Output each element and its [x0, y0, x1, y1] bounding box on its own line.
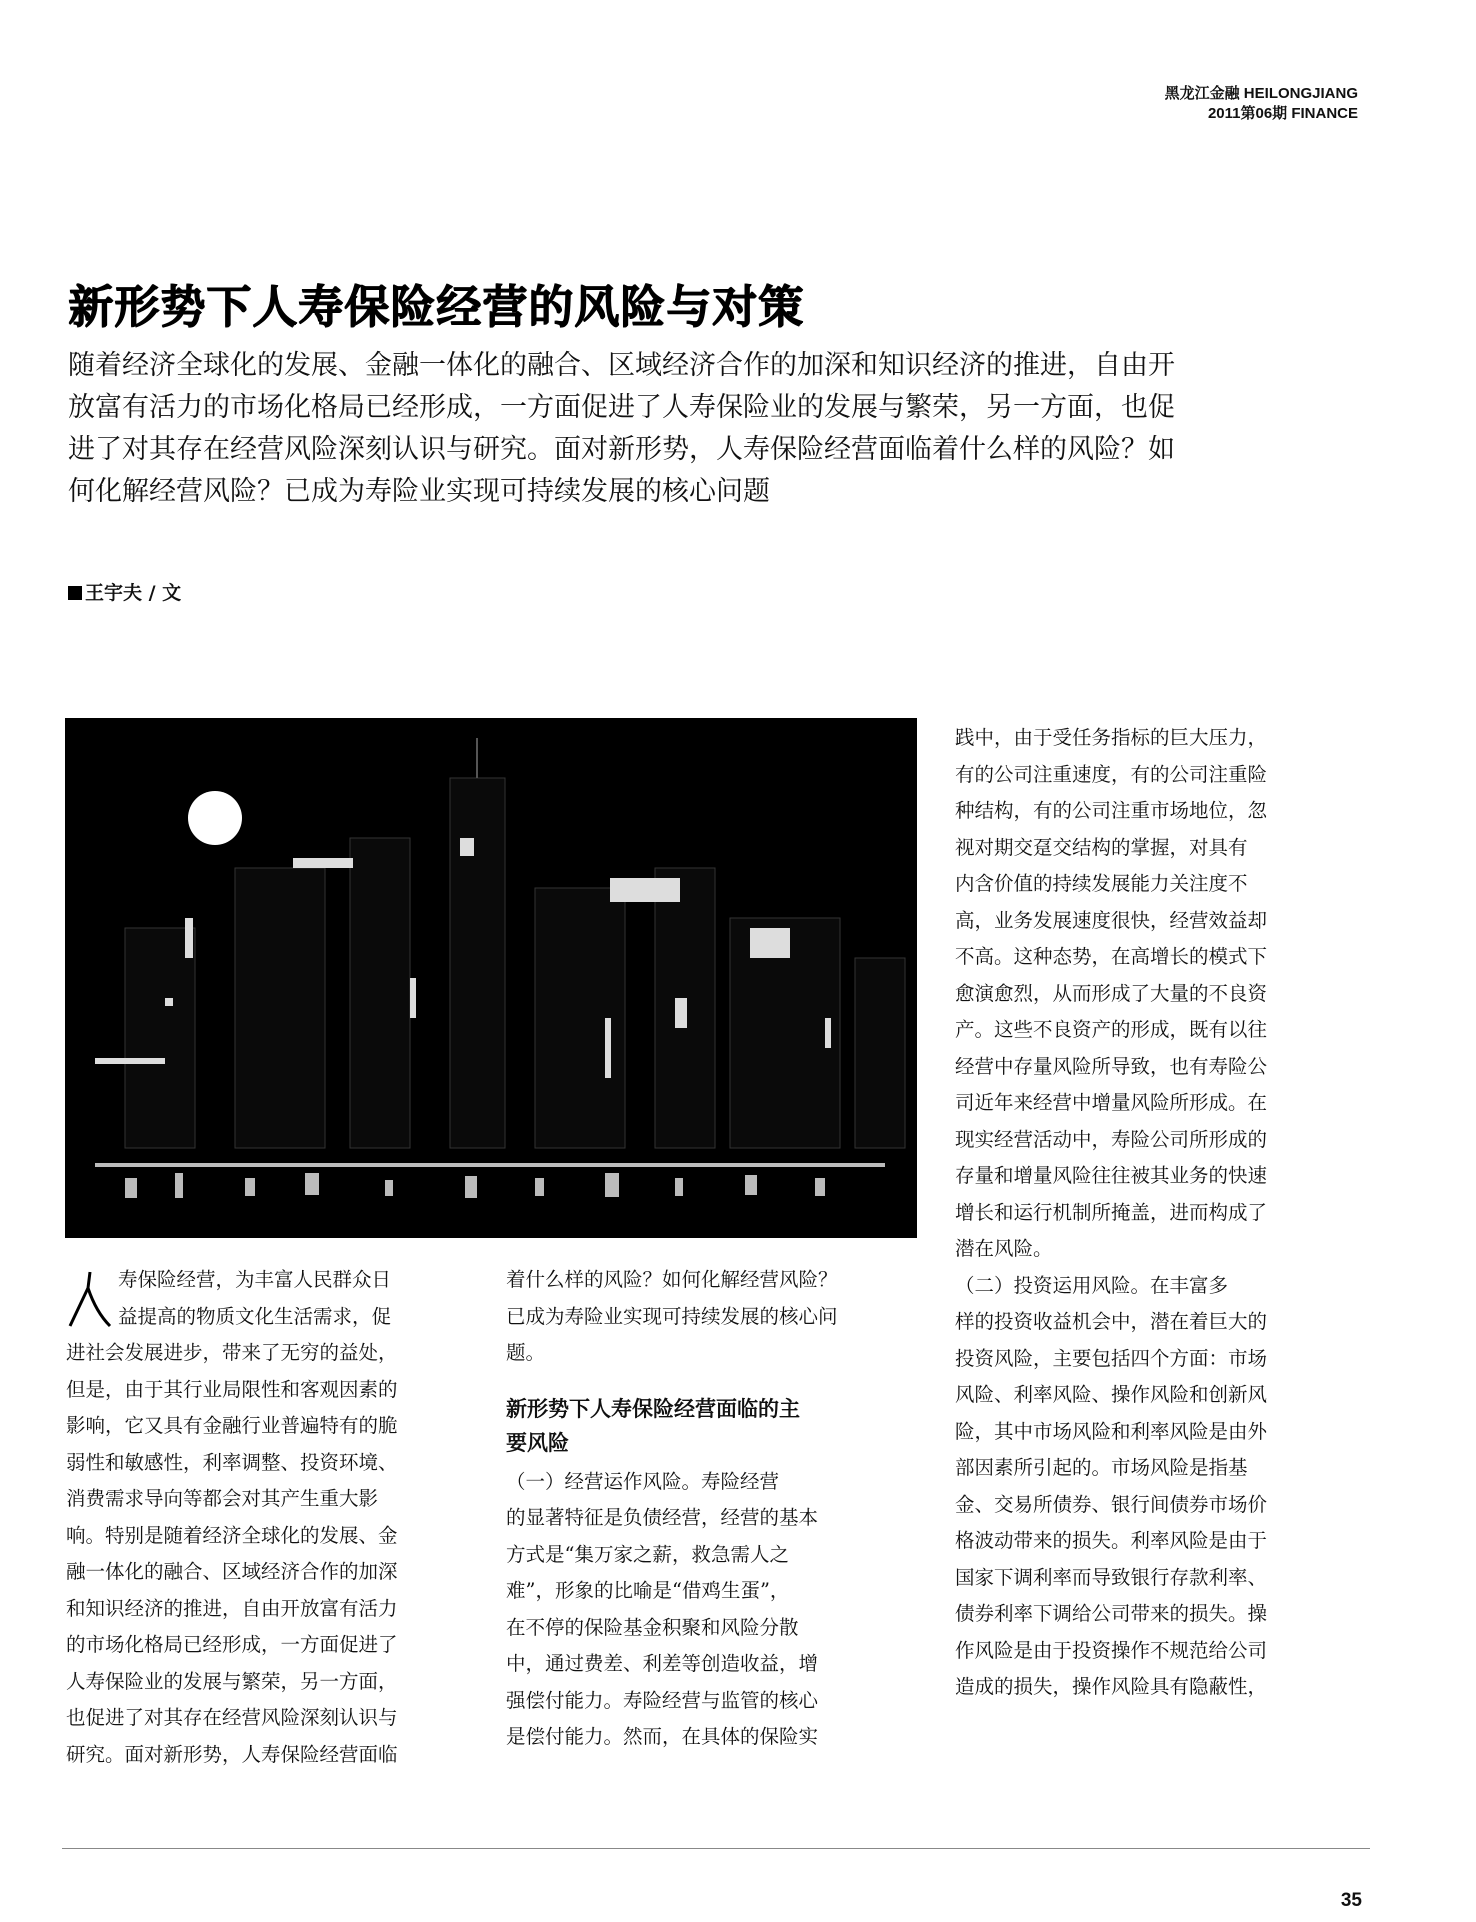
body-line: 消费需求导向等都会对其产生重大影 — [66, 1487, 379, 1510]
body-line: 愈演愈烈，从而形成了大量的不良资 — [955, 981, 1268, 1005]
body-line: 人寿保险业的发展与繁荣，另一方面， — [66, 1669, 398, 1693]
page-number: 35 — [1340, 1890, 1362, 1911]
body-line: 险，其中市场风险和利率风险是由外 — [955, 1419, 1268, 1443]
body-line: 和知识经济的推进，自由开放富有活力 — [66, 1596, 398, 1620]
body-line: 研究。面对新形势，人寿保险经营面临 — [66, 1742, 398, 1766]
lead-line: 放富有活力的市场化格局已经形成，一方面促进了人寿保险业的发展与繁荣，另一方面，也促 — [68, 392, 1175, 423]
body-line: （一）经营运作风险。寿险经营 — [506, 1469, 780, 1493]
body-line: 但是，由于其行业局限性和客观因素的 — [66, 1377, 398, 1401]
body-line: 中，通过费差、利差等创造收益，增 — [506, 1652, 819, 1675]
body-line: 弱性和敏感性，利率调整、投资环境、 — [66, 1450, 398, 1474]
section-heading — [506, 1392, 916, 1460]
author-byline — [68, 578, 181, 605]
dropcap — [66, 1268, 112, 1330]
body-line: 响。特别是随着经济全球化的发展、金 — [66, 1523, 398, 1547]
body-line: 融一体化的融合、区域经济合作的加深 — [66, 1560, 398, 1583]
body-line: 视对期交趸交结构的掌握，对具有 — [955, 835, 1248, 859]
moon-icon — [188, 791, 242, 845]
body-line: 的市场化格局已经形成，一方面促进了 — [66, 1633, 398, 1656]
column-3 — [955, 720, 1360, 1706]
masthead-issue: 2011第06期 FINANCE — [1207, 105, 1358, 122]
body-line: 投资风险，主要包括四个方面：市场 — [955, 1346, 1268, 1370]
body-line: 不高。这种态势，在高增长的模式下 — [955, 945, 1268, 968]
body-line: 内含价值的持续发展能力关注度不 — [955, 872, 1248, 895]
body-line: 潜在风险。 — [955, 1237, 1053, 1260]
body-line: 着什么样的风险？如何化解经营风险？ — [506, 1268, 838, 1291]
body-line: 造成的损失，操作风险具有隐蔽性， — [955, 1675, 1268, 1698]
lead-line: 何化解经营风险？已成为寿险业实现可持续发展的核心问题 — [68, 476, 770, 507]
body-line: 经营中存量风险所导致，也有寿险公 — [955, 1054, 1268, 1078]
body-line: 司近年来经营中增量风险所形成。在 — [955, 1091, 1268, 1114]
body-line: 已成为寿险业实现可持续发展的核心问 — [506, 1304, 838, 1328]
body-line: 高，业务发展速度很快，经营效益却 — [955, 908, 1268, 932]
body-line: 种结构，有的公司注重市场地位，忽 — [955, 799, 1268, 822]
body-line: 益提高的物质文化生活需求，促 — [118, 1304, 392, 1328]
body-line: 也促进了对其存在经营风险深刻认识与 — [66, 1706, 398, 1729]
author-name: 王宇夫 / 文 — [85, 582, 182, 604]
body-line: 题。 — [506, 1341, 546, 1364]
body-line: 金、交易所债券、银行间债券市场价 — [955, 1492, 1268, 1516]
body-line: 部因素所引起的。市场风险是指基 — [955, 1456, 1248, 1479]
body-line: 债券利率下调给公司带来的损失。操 — [955, 1602, 1268, 1625]
lead-line: 随着经济全球化的发展、金融一体化的融合、区域经济合作的加深和知识经济的推进，自由开 — [68, 350, 1175, 381]
body-line: 寿保险经营，为丰富人民群众日 — [118, 1268, 392, 1291]
article-lead — [68, 345, 1308, 513]
body-line: 作风险是由于投资操作不规范给公司 — [955, 1638, 1268, 1662]
body-line: 难”，形象的比喻是“借鸡生蛋”， — [506, 1579, 790, 1602]
body-line: 增长和运行机制所掩盖，进而构成了 — [955, 1200, 1268, 1224]
body-line: 强偿付能力。寿险经营与监管的核心 — [506, 1688, 819, 1712]
byline-square-icon — [68, 586, 82, 600]
column-1 — [66, 1262, 476, 1773]
body-line: 践中，由于受任务指标的巨大压力， — [955, 726, 1268, 749]
body-line: 进社会发展进步，带来了无穷的益处， — [66, 1341, 398, 1364]
article-title: 新形势下人寿保险经营的风险与对策 — [68, 280, 805, 333]
body-line: 产。这些不良资产的形成，既有以往 — [955, 1018, 1268, 1041]
lead-line: 进了对其存在经营风险深刻认识与研究。面对新形势，人寿保险经营面临着什么样的风险？如 — [68, 434, 1175, 465]
heading-line: 新形势下人寿保险经营面临的主 — [506, 1396, 800, 1421]
body-line: 样的投资收益机会中，潜在着巨大的 — [955, 1310, 1268, 1333]
body-line: 国家下调利率而导致银行存款利率、 — [955, 1565, 1268, 1589]
body-line: 存量和增量风险往往被其业务的快速 — [955, 1164, 1268, 1187]
masthead-journal: 黑龙江金融 HEILONGJIANG — [1164, 85, 1358, 102]
body-line: 的显著特征是负债经营，经营的基本 — [506, 1506, 819, 1529]
body-line: 有的公司注重速度，有的公司注重险 — [955, 762, 1268, 786]
column-2 — [506, 1262, 916, 1756]
body-line: 风险、利率风险、操作风险和创新风 — [955, 1383, 1268, 1406]
body-line: （二）投资运用风险。在丰富多 — [955, 1273, 1229, 1297]
heading-line: 要风险 — [506, 1430, 569, 1455]
masthead — [1165, 84, 1358, 124]
footer-rule — [62, 1848, 1370, 1849]
night-skyline-photo — [65, 718, 917, 1238]
body-line: 现实经营活动中，寿险公司所形成的 — [955, 1127, 1268, 1151]
body-line: 方式是“集万家之薪，救急需人之 — [506, 1542, 789, 1566]
body-line: 是偿付能力。然而，在具体的保险实 — [506, 1725, 819, 1748]
body-line: 在不停的保险基金积聚和风险分散 — [506, 1615, 799, 1639]
body-line: 格波动带来的损失。利率风险是由于 — [955, 1529, 1268, 1552]
body-line: 影响，它又具有金融行业普遍特有的脆 — [66, 1414, 398, 1437]
